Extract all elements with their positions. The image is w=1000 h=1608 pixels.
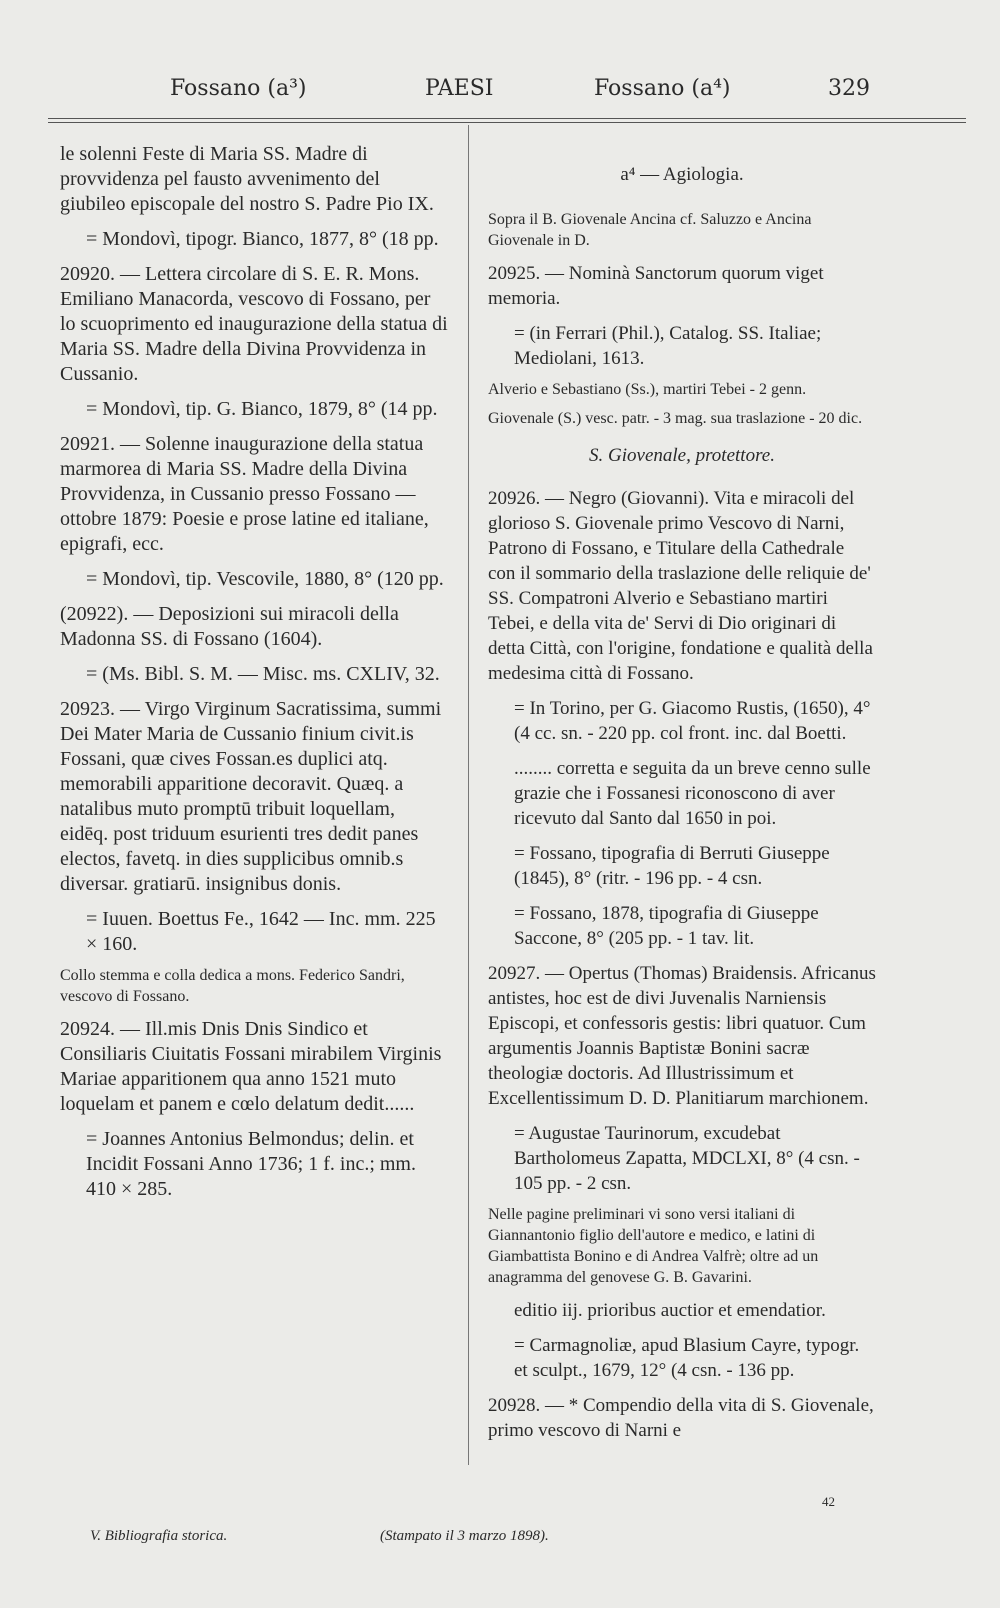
subsection-heading: S. Giovenale, protettore. bbox=[589, 445, 775, 466]
note-paragraph: Giovenale (S.) vesc. patr. - 3 mag. sua traslazione - 20 dic. bbox=[488, 410, 863, 427]
imprint-line: = Joannes Antonius Belmondus; delin. et Incidit Fossani Anno 1736; 1 f. inc.; mm. 410 × 285. bbox=[86, 1128, 416, 1200]
signature-mark: 42 bbox=[822, 1494, 835, 1509]
imprint-line: ........ corretta e seguita da un breve cenno sulle grazie che i Fossanesi riconoscono di aver ricevuto dal Santo dal 1650 in poi. bbox=[514, 758, 871, 829]
imprint-line: = Augustae Taurinorum, excudebat Bartholomeus Zapatta, MDCLXI, 8° (4 csn. - 105 pp. - 2 csn. bbox=[514, 1123, 860, 1194]
imprint-line: = In Torino, per G. Giacomo Rustis, (1650), 4° (4 cc. sn. - 220 pp. col front. inc. dal Boetti. bbox=[514, 698, 871, 744]
entry-paragraph: 20925. — Nominà Sanctorum quorum viget memoria. bbox=[488, 263, 824, 309]
header-center: PAESI bbox=[425, 76, 494, 101]
header-left: Fossano (a³) bbox=[170, 76, 307, 101]
imprint-line: = Fossano, 1878, tipografia di Giuseppe Saccone, 8° (205 pp. - 1 tav. lit. bbox=[514, 903, 819, 949]
entry-paragraph: 20924. — Ill.mis Dnis Dnis Sindico et Consiliaris Ciuitatis Fossani mirabilem Virginis Mariae apparitionem qua anno 1521 muto loquelam et panem e cœlo delatum dedit...... bbox=[60, 1018, 442, 1115]
left-column bbox=[60, 142, 448, 1212]
entry-paragraph: (20922). — Deposizioni sui miracoli della Madonna SS. di Fossano (1604). bbox=[60, 603, 399, 650]
entry-paragraph: le solenni Feste di Maria SS. Madre di provvidenza pel fausto avvenimento del giubileo episcopale del nostro S. Padre Pio IX. bbox=[60, 143, 434, 215]
entry-paragraph: 20928. — * Compendio della vita di S. Giovenale, primo vescovo di Narni e bbox=[488, 1395, 874, 1441]
note-paragraph: Nelle pagine preliminari vi sono versi italiani di Giannantonio figlio dell'autore e medico, e latini di Giambattista Bonino e di Andrea Valfrè; oltre ad un anagramma del genovese G. B. Gavarini. bbox=[488, 1206, 819, 1286]
imprint-line: = Fossano, tipografia di Berruti Giuseppe (1845), 8° (ritr. - 196 pp. - 4 csn. bbox=[514, 843, 830, 889]
imprint-line: = (in Ferrari (Phil.), Catalog. SS. Italiae; Mediolani, 1613. bbox=[514, 323, 822, 369]
page-number: 329 bbox=[828, 76, 870, 101]
footer-left: V. Bibliografia storica. bbox=[90, 1528, 228, 1544]
imprint-line: = Mondovì, tipogr. Bianco, 1877, 8° (18 pp. bbox=[86, 228, 439, 250]
imprint-line: editio iij. prioribus auctior et emendatior. bbox=[514, 1300, 826, 1321]
entry-paragraph: 20921. — Solenne inaugurazione della statua marmorea di Maria SS. Madre della Divina Provvidenza, in Cussanio presso Fossano — ottobre 1879: Poesie e prose latine ed italiane, epigrafi, ecc. bbox=[60, 433, 429, 555]
note-paragraph: Alverio e Sebastiano (Ss.), martiri Tebei - 2 genn. bbox=[488, 381, 807, 398]
page-footer bbox=[60, 1528, 920, 1552]
footer-center: (Stampato il 3 marzo 1898). bbox=[380, 1528, 549, 1544]
imprint-line: = Iuuen. Boettus Fe., 1642 — Inc. mm. 225 × 160. bbox=[86, 908, 436, 955]
entry-paragraph: 20926. — Negro (Giovanni). Vita e miracoli del glorioso S. Giovenale primo Vescovo di Narni, Patrono di Fossano, e Titulare della Cathedrale con il sommario della traslazione delle reliquie de' SS. Compatroni Alverio e Sebastiano martiri Tebei, e della vita de' Servi di Dio originari di detta Città, con l'origine, fondatione e qualità della medesima città di Fossano. bbox=[488, 488, 873, 684]
right-column bbox=[488, 142, 876, 1453]
entry-paragraph: 20923. — Virgo Virginum Sacratissima, summi Dei Mater Maria de Cussanio finium civit.is Fossani, quæ cives Fossan.es duplici atq. memorabili apparitione decoravit. Quæq. a natalibus muto promptū tribuit loquellam, eidēq. post triduum esurienti tres dedit panes electos, favetq. in dies supplicibus omnib.s diversar. gratiarū. insignibus donis. bbox=[60, 698, 442, 895]
imprint-line: = Mondovì, tip. G. Bianco, 1879, 8° (14 pp. bbox=[86, 398, 438, 420]
imprint-line: = Carmagnoliæ, apud Blasium Cayre, typogr. et sculpt., 1679, 12° (4 csn. - 136 pp. bbox=[514, 1335, 860, 1381]
header-right: Fossano (a⁴) bbox=[594, 76, 731, 101]
entry-paragraph: 20927. — Opertus (Thomas) Braidensis. Africanus antistes, hoc est de divi Juvenalis Narniensis Episcopi, et confessoris gestis: libri quatuor. Cum argumentis Joannis Baptistæ Bonini sacræ theologiæ doctoris. Ad Illustrissimum et Excellentissimum D. D. Planitiarum marchionem. bbox=[488, 963, 876, 1109]
header-rule-double bbox=[48, 122, 966, 123]
note-paragraph: Collo stemma e colla dedica a mons. Federico Sandri, vescovo di Fossano. bbox=[60, 967, 405, 1005]
running-header bbox=[170, 76, 870, 110]
entry-paragraph: 20920. — Lettera circolare di S. E. R. Mons. Emiliano Manacorda, vescovo di Fossano, per lo scuoprimento ed inaugurazione della statua di Maria SS. Madre della Divina Provvidenza in Cussanio. bbox=[60, 263, 448, 385]
column-divider bbox=[468, 125, 469, 1465]
imprint-line: = (Ms. Bibl. S. M. — Misc. ms. CXLIV, 32. bbox=[86, 663, 440, 685]
header-rule bbox=[48, 118, 966, 119]
imprint-line: = Mondovì, tip. Vescovile, 1880, 8° (120 pp. bbox=[86, 568, 444, 590]
note-paragraph: Sopra il B. Giovenale Ancina cf. Saluzzo e Ancina Giovenale in D. bbox=[488, 211, 812, 249]
section-heading: a⁴ — Agiologia. bbox=[620, 164, 744, 185]
